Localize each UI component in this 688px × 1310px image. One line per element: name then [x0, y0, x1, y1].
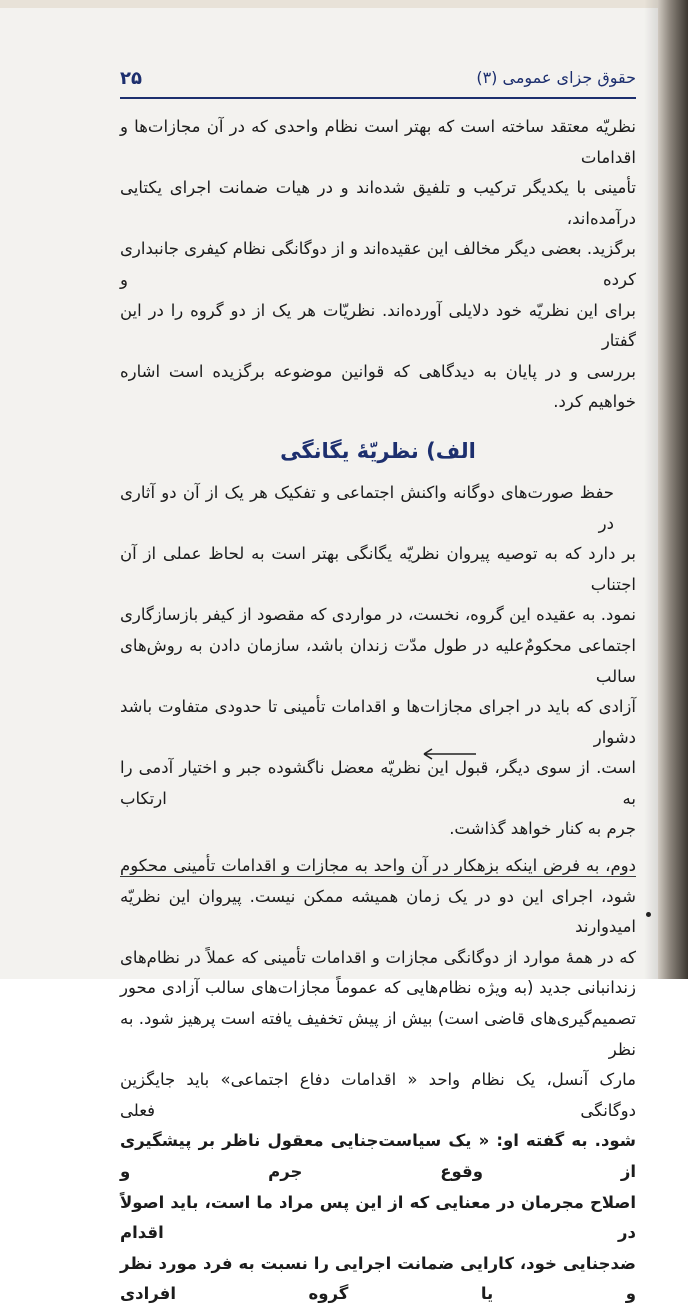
running-head [120, 68, 636, 94]
text-line: است. از سوی دیگر، قبول این نظریّه معضل ناگشوده جبر و اختیار آدمی را به ارتکاب [120, 758, 636, 808]
text-line: آزادی که باید در اجرای مجازات‌ها و اقدامات تأمینی تا حدودی متفاوت باشد دشوار [120, 697, 636, 747]
text-line-underlined: دوم، به فرض اینکه بزهکار در آن واحد به مجازات و اقدامات تأمینی محکوم [120, 856, 636, 876]
text-line: برای این نظریّه خود دلایلی آورده‌اند. نظریّات هر یک از دو گروه را در این گفتار [120, 300, 636, 351]
text-line: که در همهٔ موارد از دوگانگی مجازات و اقدامات تأمینی که عملاً در نظام‌های [120, 947, 636, 967]
book-spine [658, 0, 688, 979]
text-line: زندانبانی جدید (به ویژه نظام‌هایی که عموماً مجازات‌های سالب آزادی محور [120, 978, 636, 998]
running-head-title: حقوق جزای عمومی (۳) [476, 68, 636, 87]
text-line: برگزید. بعضی دیگر مخالف این عقیده‌اند و از دوگانگی نظام کیفری جانبداری کرده و [120, 239, 636, 289]
handwritten-arrow-icon [418, 747, 478, 761]
header-rule [120, 97, 636, 99]
quote-line: شود. به گفته او: « یک سیاست‌جنایی معقول ناظر بر پیشگیری از وقوع جرم و [120, 1131, 636, 1181]
page-top-edge [0, 0, 688, 8]
text-line: بر دارد که به توصیه پیروان نظریّه یگانگی بهتر است به لحاظ عملی از آن اجتناب [120, 544, 636, 594]
text-line: نمود. به عقیده این گروه، نخست، در مواردی که مقصود از کیفر بازسازگاری [120, 605, 636, 625]
page-number: ۲۵ [120, 68, 142, 89]
paragraph-second-argument [120, 851, 636, 1310]
spine-shadow [644, 0, 658, 979]
text-line: شود، اجرای این دو در یک زمان همیشه ممکن نیست. پیروان این نظریّه امیدوارند [120, 886, 636, 937]
text-line: جرم به کنار خواهد گذاشت. [449, 819, 636, 839]
section-heading: الف) نظریّهٔ یگانگی [280, 438, 476, 463]
ink-dot [646, 912, 651, 917]
text-line: تأمینی با یکدیگر ترکیب و تلفیق شده‌اند و در هیات ضمانت اجرای یکتایی درآمده‌اند، [120, 178, 636, 228]
paragraph-unity-theory [120, 478, 636, 845]
text-line: تصمیم‌گیری‌های قاضی است) بیش از پیش تخفیف یافته است پرهیز شود. به نظر [120, 1009, 636, 1059]
intro-paragraph [120, 112, 636, 418]
text-line: مارک آنسل، یک نظام واحد « اقدامات دفاع اجتماعی» باید جایگزین دوگانگی فعلی [120, 1070, 636, 1120]
quote-line: اصلاح مجرمان در معنایی که از این پس مراد ما است، باید اصولاً در اقدام [120, 1192, 636, 1243]
text-line: حفظ صورت‌های دوگانه واکنش اجتماعی و تفکیک هر یک از آن دو آثاری در [120, 482, 614, 533]
text-line: نظریّه معتقد ساخته است که بهتر است نظام واحدی که در آن مجازات‌ها و اقدامات [120, 117, 636, 167]
text-line: بررسی و در پایان به دیدگاهی که قوانین موضوعه برگزیده است اشاره خواهیم کرد. [120, 361, 636, 412]
quote-line: ضدجنایی خود، کارایی ضمانت اجرایی را نسبت به فرد مورد نظر و یا گروه افرادی [120, 1253, 636, 1304]
page-body [120, 112, 636, 1310]
text-line: اجتماعی محکومٌ‌علیه در طول مدّت زندان باشد، سازمان دادن به روش‌های سالب [120, 635, 636, 686]
